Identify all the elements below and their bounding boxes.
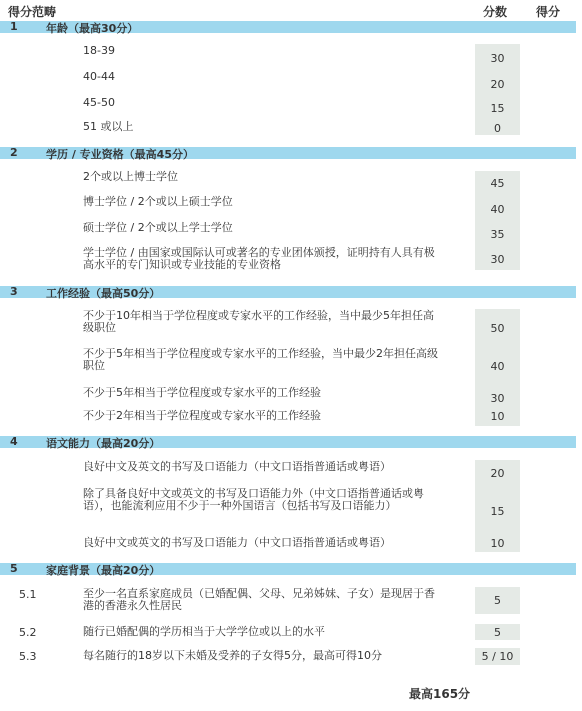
section-header-education bbox=[0, 147, 576, 159]
score-value: 20 bbox=[490, 467, 505, 480]
score-header: 分数 bbox=[483, 5, 508, 19]
score-value: 50 bbox=[490, 322, 505, 335]
section-header-language bbox=[0, 436, 576, 448]
item-label: 不少于2年相当于学位程度或专家水平的工作经验 bbox=[83, 409, 321, 422]
item-label: 除了具备良好中文或英文的书写及口语能力外（中文口语指普通话或粤语），也能流利应用不少于一种外国语言（包括书写及口语能力） bbox=[83, 487, 424, 512]
score-value: 5 bbox=[494, 594, 501, 607]
item-label: 硕士学位 / 2个或以上学士学位 bbox=[83, 221, 233, 234]
score-value: 10 bbox=[490, 410, 505, 423]
section-title: 工作经验（最高50分） bbox=[46, 287, 161, 300]
item-label: 学士学位 / 由国家或国际认可或著名的专业团体颁授，证明持有人具有极高水平的专门知识或专业技能的专业资格 bbox=[83, 246, 435, 271]
item-label: 良好中文及英文的书写及口语能力（中文口语指普通话或粤语） bbox=[83, 460, 391, 473]
total-max-points: 最高165分 bbox=[409, 687, 471, 701]
item-label: 18-39 bbox=[83, 44, 115, 57]
item-label: 良好中文或英文的书写及口语能力（中文口语指普通话或粤语） bbox=[83, 536, 391, 549]
range-header: 得分范畴 bbox=[8, 5, 57, 19]
item-number: 5.3 bbox=[19, 650, 37, 663]
score-value: 15 bbox=[490, 505, 505, 518]
table-header bbox=[0, 3, 582, 19]
item-label: 51 或以上 bbox=[83, 120, 134, 133]
section-number: 4 bbox=[10, 435, 18, 448]
section-number: 1 bbox=[10, 20, 18, 33]
section-title: 年龄（最高30分） bbox=[46, 22, 139, 35]
score-value: 20 bbox=[490, 78, 505, 91]
item-label: 至少一名直系家庭成员（已婚配偶、父母、兄弟姊妹、子女）是现居于香港的香港永久性居民 bbox=[83, 587, 435, 612]
section-header-family bbox=[0, 563, 576, 575]
item-label: 40-44 bbox=[83, 70, 115, 83]
section-number: 5 bbox=[10, 562, 18, 575]
score-value: 30 bbox=[490, 392, 505, 405]
item-label: 博士学位 / 2个或以上硕士学位 bbox=[83, 195, 233, 208]
item-number: 5.2 bbox=[19, 626, 37, 639]
item-label: 不少于5年相当于学位程度或专家水平的工作经验 bbox=[83, 386, 321, 399]
score-value: 30 bbox=[490, 253, 505, 266]
score-value: 5 bbox=[494, 626, 501, 639]
score-value: 40 bbox=[490, 360, 505, 373]
item-label: 不少于5年相当于学位程度或专家水平的工作经验，当中最少2年担任高级职位 bbox=[83, 347, 438, 372]
item-label: 2个或以上博士学位 bbox=[83, 170, 178, 183]
score-value: 15 bbox=[490, 102, 505, 115]
section-header-age bbox=[0, 21, 576, 33]
section-number: 3 bbox=[10, 285, 18, 298]
score-value: 5 / 10 bbox=[481, 650, 514, 663]
section-title: 家庭背景（最高20分） bbox=[46, 564, 161, 577]
section-title: 语文能力（最高20分） bbox=[46, 437, 161, 450]
item-label: 45-50 bbox=[83, 96, 115, 109]
score-value: 10 bbox=[490, 537, 505, 550]
item-number: 5.1 bbox=[19, 588, 37, 601]
section-header-work-experience bbox=[0, 286, 576, 298]
score-value: 40 bbox=[490, 203, 505, 216]
section-number: 2 bbox=[10, 146, 18, 159]
score-value: 35 bbox=[490, 228, 505, 241]
score-value: 0 bbox=[494, 122, 501, 135]
score-value: 30 bbox=[490, 52, 505, 65]
item-label: 不少于10年相当于学位程度或专家水平的工作经验，当中最少5年担任高级职位 bbox=[83, 309, 434, 334]
section-title: 学历 / 专业资格（最高45分） bbox=[46, 148, 194, 161]
item-label: 随行已婚配偶的学历相当于大学学位或以上的水平 bbox=[83, 625, 325, 638]
points-header: 得分 bbox=[536, 5, 561, 19]
item-label: 每名随行的18岁以下未婚及受养的子女得5分，最高可得10分 bbox=[83, 649, 382, 662]
score-value: 45 bbox=[490, 177, 505, 190]
